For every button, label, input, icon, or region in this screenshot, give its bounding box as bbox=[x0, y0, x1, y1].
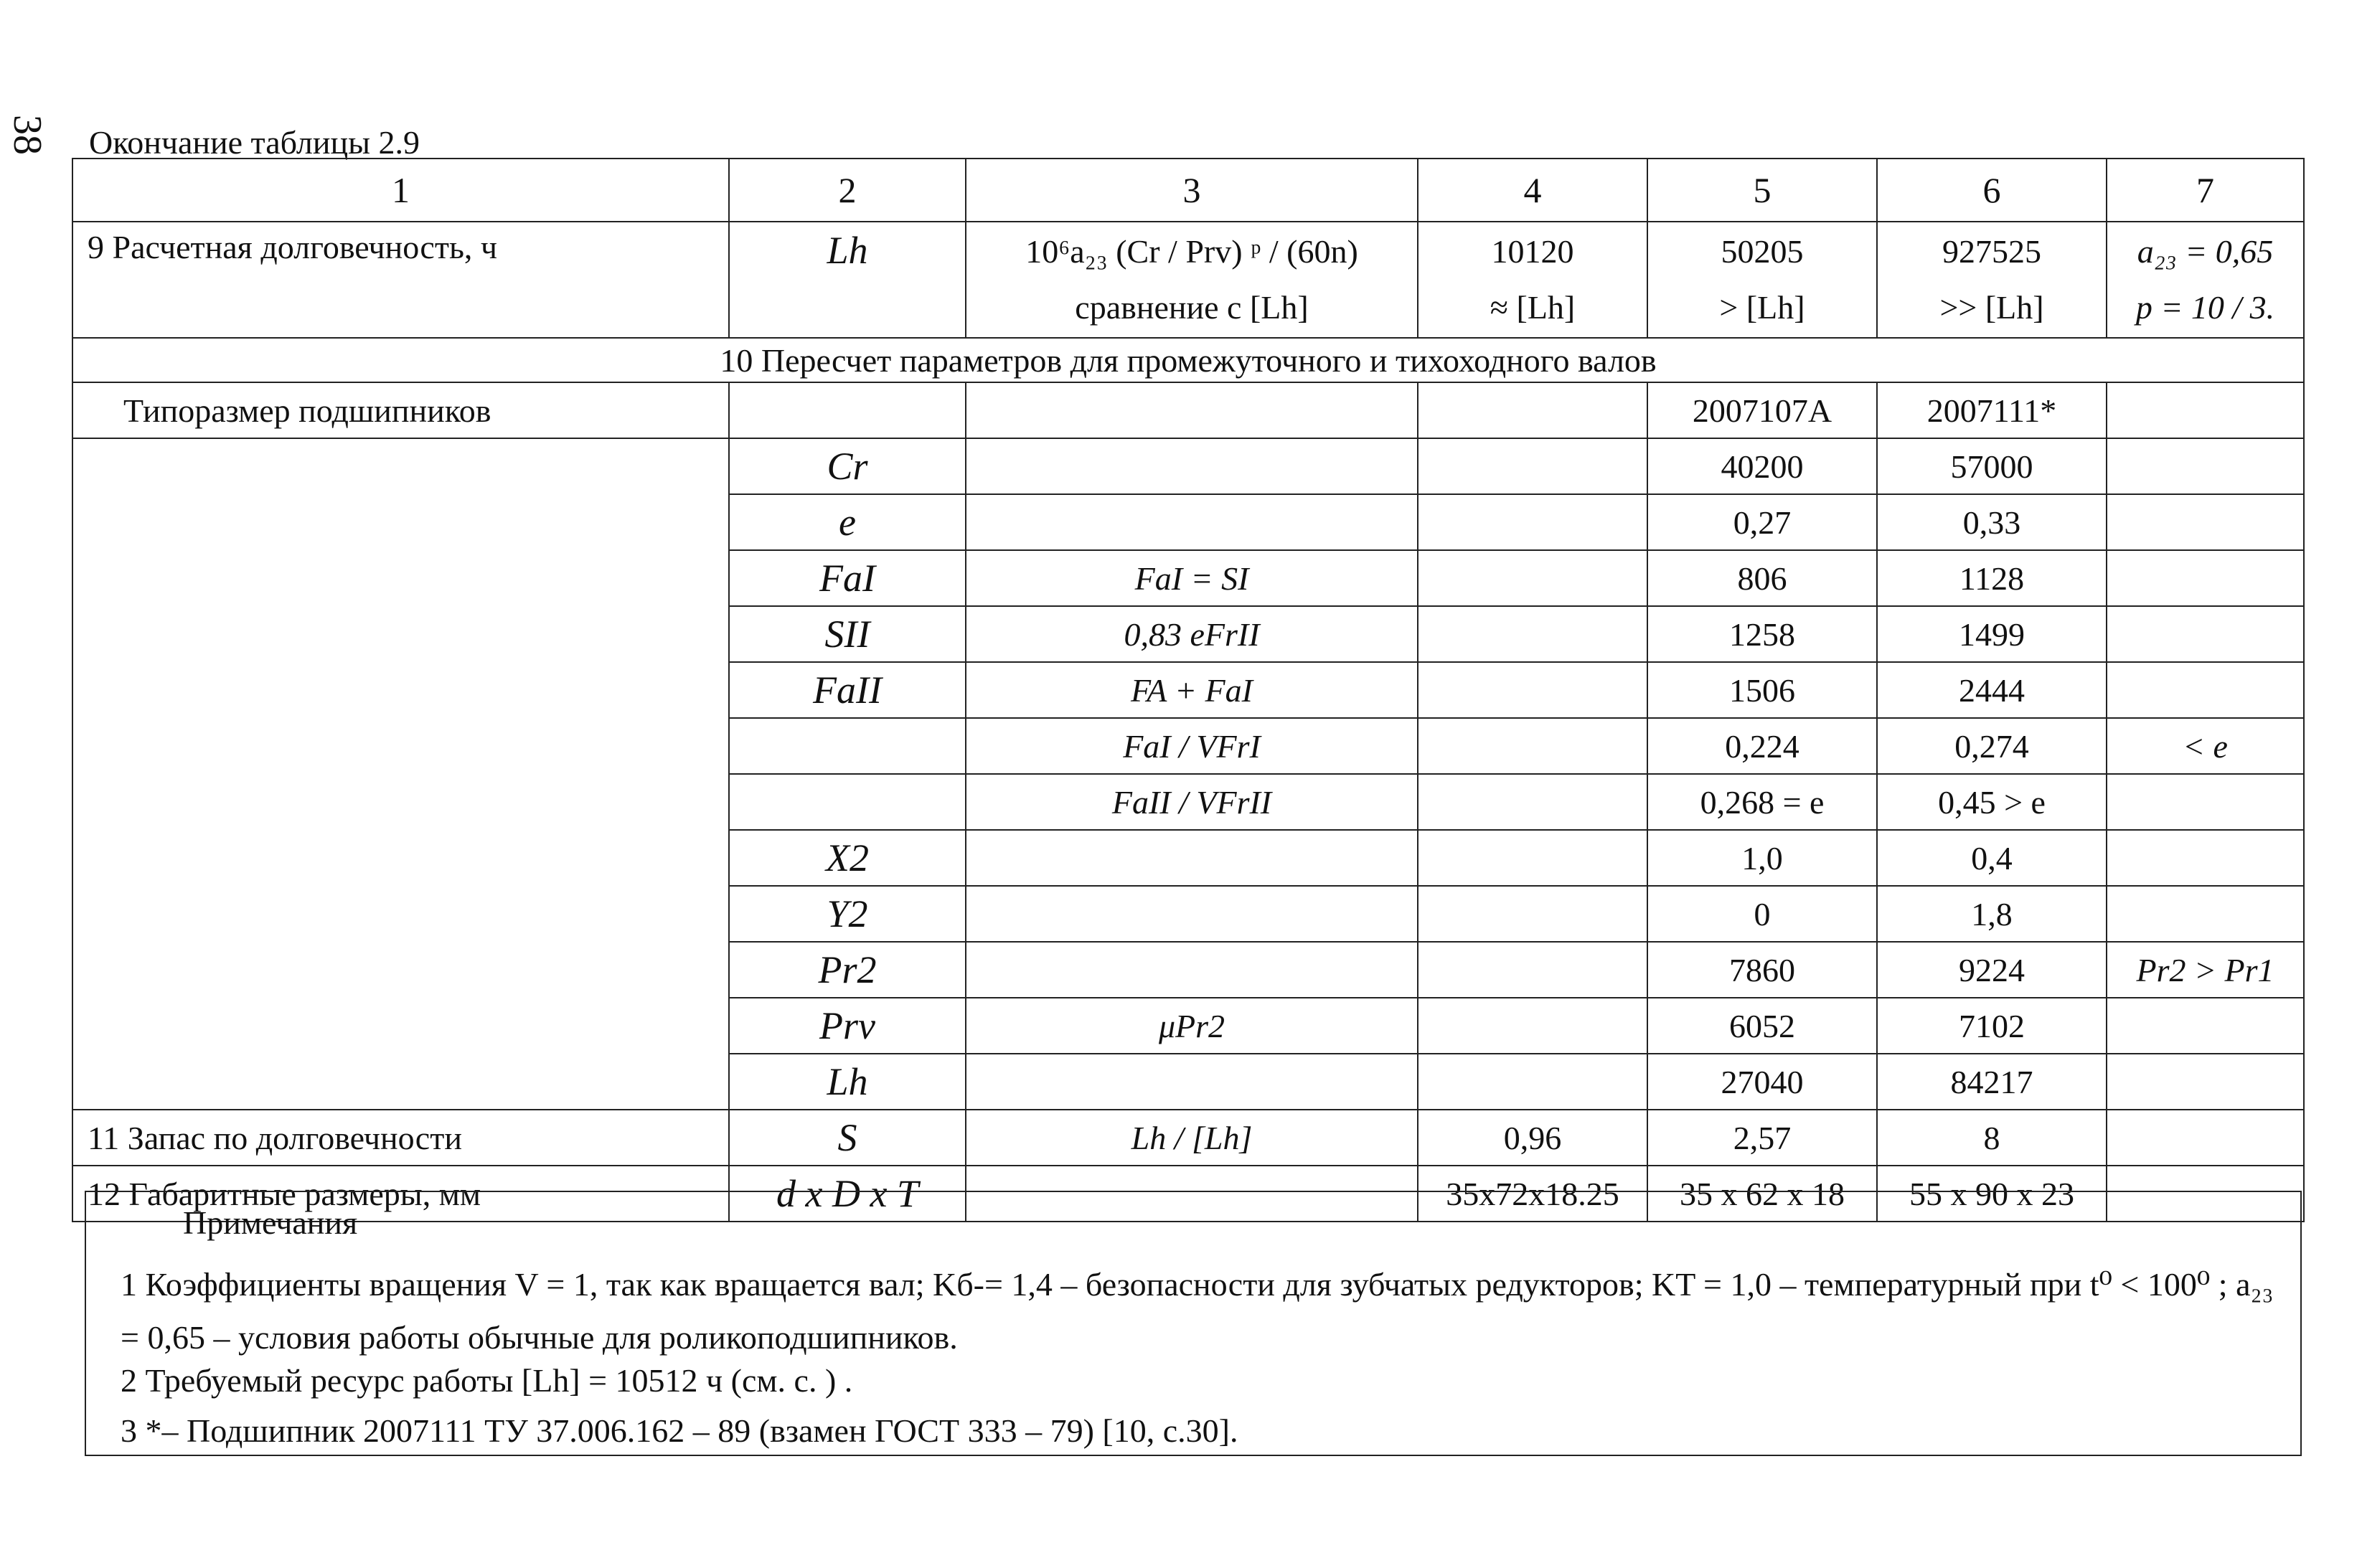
param-symbol bbox=[729, 718, 966, 774]
cell bbox=[1418, 830, 1647, 886]
cell-line: a₂₃ = 0,65 bbox=[2137, 233, 2274, 270]
param-symbol: FaI bbox=[729, 550, 966, 606]
row-11 bbox=[72, 1110, 2304, 1166]
cell: 0,224 bbox=[1647, 718, 1877, 774]
section-10-row bbox=[72, 338, 2304, 382]
bearing-size-row bbox=[72, 382, 2304, 438]
row-name: 12 Габаритные размеры, мм bbox=[72, 1166, 729, 1222]
cell: 0,45 > e bbox=[1877, 774, 2107, 830]
param-symbol: X2 bbox=[729, 830, 966, 886]
cell: 7860 bbox=[1647, 942, 1877, 998]
cell: 1499 bbox=[1877, 606, 2107, 662]
cell: 1,0 bbox=[1647, 830, 1877, 886]
table-caption: Окончание таблицы 2.9 bbox=[89, 124, 420, 161]
cell bbox=[1418, 718, 1647, 774]
param-formula: μPr2 bbox=[966, 998, 1418, 1054]
cell: 1128 bbox=[1877, 550, 2107, 606]
param-formula bbox=[966, 494, 1418, 550]
cell bbox=[1418, 886, 1647, 942]
cell: 35x72x18.25 bbox=[1418, 1166, 1647, 1222]
col-header: 4 bbox=[1418, 159, 1647, 222]
note-2: 2 Требуемый ресурс работы [Lh] = 10512 ч (см. с. ) . bbox=[121, 1362, 853, 1399]
cell: 1506 bbox=[1647, 662, 1877, 718]
row-name: Типоразмер подшипников bbox=[72, 382, 729, 438]
param-rows bbox=[72, 438, 2304, 1110]
cell bbox=[2107, 222, 2304, 338]
param-formula: FaI = SI bbox=[966, 550, 1418, 606]
bearing-calc-table bbox=[72, 158, 2305, 1222]
cell: 35 x 62 x 18 bbox=[1647, 1166, 1877, 1222]
param-formula: FaI / VFrI bbox=[966, 718, 1418, 774]
cell bbox=[729, 382, 966, 438]
cell bbox=[1418, 942, 1647, 998]
cell: 2444 bbox=[1877, 662, 2107, 718]
param-symbol: Pr2 bbox=[729, 942, 966, 998]
col-header: 7 bbox=[2107, 159, 2304, 222]
param-symbol: Lh bbox=[729, 1054, 966, 1110]
note-3: 3 *– Подшипник 2007111 ТУ 37.006.162 – 89 (взамен ГОСТ 333 – 79) [10, с.30]. bbox=[121, 1412, 1238, 1449]
cell: 9224 bbox=[1877, 942, 2107, 998]
cell bbox=[1877, 222, 2107, 338]
cell: 7102 bbox=[1877, 998, 2107, 1054]
cell bbox=[1418, 998, 1647, 1054]
cell: 0,27 bbox=[1647, 494, 1877, 550]
param-formula: FA + FaI bbox=[966, 662, 1418, 718]
cell bbox=[2107, 606, 2304, 662]
section-title: 10 Пересчет параметров для промежуточного и тихоходного валов bbox=[72, 338, 2304, 382]
cell bbox=[2107, 774, 2304, 830]
cell: 8 bbox=[1877, 1110, 2107, 1166]
cell: 40200 bbox=[1647, 438, 1877, 494]
formula-line: 10⁶a₂₃ (Cr / Prv) ᵖ / (60n) bbox=[1025, 233, 1358, 270]
cell-line: 50205 bbox=[1721, 233, 1804, 270]
param-formula: 0,83 eFrII bbox=[966, 606, 1418, 662]
cell bbox=[2107, 494, 2304, 550]
param-symbol: Cr bbox=[729, 438, 966, 494]
row-name: 9 Расчетная долговечность, ч bbox=[72, 222, 729, 338]
cell: 57000 bbox=[1877, 438, 2107, 494]
row-name: 11 Запас по долговечности bbox=[72, 1110, 729, 1166]
note-1: 1 Коэффициенты вращения V = 1, так как вращается вал; Kб-= 1,4 – безопасности для зубчатых редукторов; KT = 1,0 – температурный при t⁰ < 100⁰ ; a₂₃ = 0,65 – условия работы обычные для роликоподшипников. bbox=[121, 1266, 2274, 1356]
notes-title: Примечания bbox=[183, 1204, 358, 1241]
cell bbox=[1418, 662, 1647, 718]
cell: Pr2 > Pr1 bbox=[2107, 942, 2304, 998]
cell bbox=[2107, 830, 2304, 886]
param-formula bbox=[966, 1054, 1418, 1110]
param-row bbox=[72, 438, 2304, 494]
cell: 27040 bbox=[1647, 1054, 1877, 1110]
cell: 2007111* bbox=[1877, 382, 2107, 438]
cell bbox=[2107, 550, 2304, 606]
cell bbox=[1418, 438, 1647, 494]
cell bbox=[2107, 1054, 2304, 1110]
cell bbox=[2107, 662, 2304, 718]
row-formula bbox=[966, 222, 1418, 338]
cell bbox=[2107, 1110, 2304, 1166]
cell bbox=[1418, 606, 1647, 662]
param-formula bbox=[966, 942, 1418, 998]
cell: 806 bbox=[1647, 550, 1877, 606]
cell bbox=[2107, 438, 2304, 494]
cell: 0,274 bbox=[1877, 718, 2107, 774]
cell bbox=[1418, 550, 1647, 606]
cell bbox=[2107, 886, 2304, 942]
column-number-row bbox=[72, 159, 2304, 222]
notes-box bbox=[85, 1191, 2302, 1456]
cell-line: p = 10 / 3. bbox=[2135, 289, 2275, 326]
cell: 0 bbox=[1647, 886, 1877, 942]
param-formula: FaII / VFrII bbox=[966, 774, 1418, 830]
cell bbox=[1418, 774, 1647, 830]
cell: < e bbox=[2107, 718, 2304, 774]
row-symbol: Lh bbox=[729, 222, 966, 338]
cell: 6052 bbox=[1647, 998, 1877, 1054]
cell bbox=[2107, 998, 2304, 1054]
cell: 1,8 bbox=[1877, 886, 2107, 942]
col-header: 5 bbox=[1647, 159, 1877, 222]
col-header: 1 bbox=[72, 159, 729, 222]
cell bbox=[1418, 1054, 1647, 1110]
cell: 0,33 bbox=[1877, 494, 2107, 550]
param-formula bbox=[966, 438, 1418, 494]
param-symbol: SII bbox=[729, 606, 966, 662]
empty-name-cell bbox=[72, 438, 729, 1110]
cell-line: > [Lh] bbox=[1719, 289, 1805, 326]
cell: 0,96 bbox=[1418, 1110, 1647, 1166]
cell: 1258 bbox=[1647, 606, 1877, 662]
cell bbox=[1647, 222, 1877, 338]
param-symbol bbox=[729, 774, 966, 830]
cell: 2007107A bbox=[1647, 382, 1877, 438]
param-formula bbox=[966, 886, 1418, 942]
param-formula bbox=[966, 830, 1418, 886]
cell-line: 927525 bbox=[1942, 233, 2041, 270]
cell-line: ≈ [Lh] bbox=[1490, 289, 1576, 326]
cell bbox=[1418, 494, 1647, 550]
cell bbox=[1418, 222, 1647, 338]
col-header: 2 bbox=[729, 159, 966, 222]
page-number: 38 bbox=[5, 115, 50, 155]
cell bbox=[966, 382, 1418, 438]
cell: 0,4 bbox=[1877, 830, 2107, 886]
cell: 2,57 bbox=[1647, 1110, 1877, 1166]
param-symbol: e bbox=[729, 494, 966, 550]
param-symbol: Prv bbox=[729, 998, 966, 1054]
cell bbox=[1418, 382, 1647, 438]
cell bbox=[2107, 382, 2304, 438]
row-symbol: d x D x T bbox=[729, 1166, 966, 1222]
row-symbol: S bbox=[729, 1110, 966, 1166]
formula-line: сравнение с [Lh] bbox=[1075, 289, 1309, 326]
cell-line: >> [Lh] bbox=[1939, 289, 2044, 326]
col-header: 6 bbox=[1877, 159, 2107, 222]
param-symbol: Y2 bbox=[729, 886, 966, 942]
cell: 84217 bbox=[1877, 1054, 2107, 1110]
cell: 55 x 90 x 23 bbox=[1877, 1166, 2107, 1222]
col-header: 3 bbox=[966, 159, 1418, 222]
row-9 bbox=[72, 222, 2304, 338]
row-formula: Lh / [Lh] bbox=[966, 1110, 1418, 1166]
cell: 0,268 = e bbox=[1647, 774, 1877, 830]
cell-line: 10120 bbox=[1491, 233, 1574, 270]
param-symbol: FaII bbox=[729, 662, 966, 718]
